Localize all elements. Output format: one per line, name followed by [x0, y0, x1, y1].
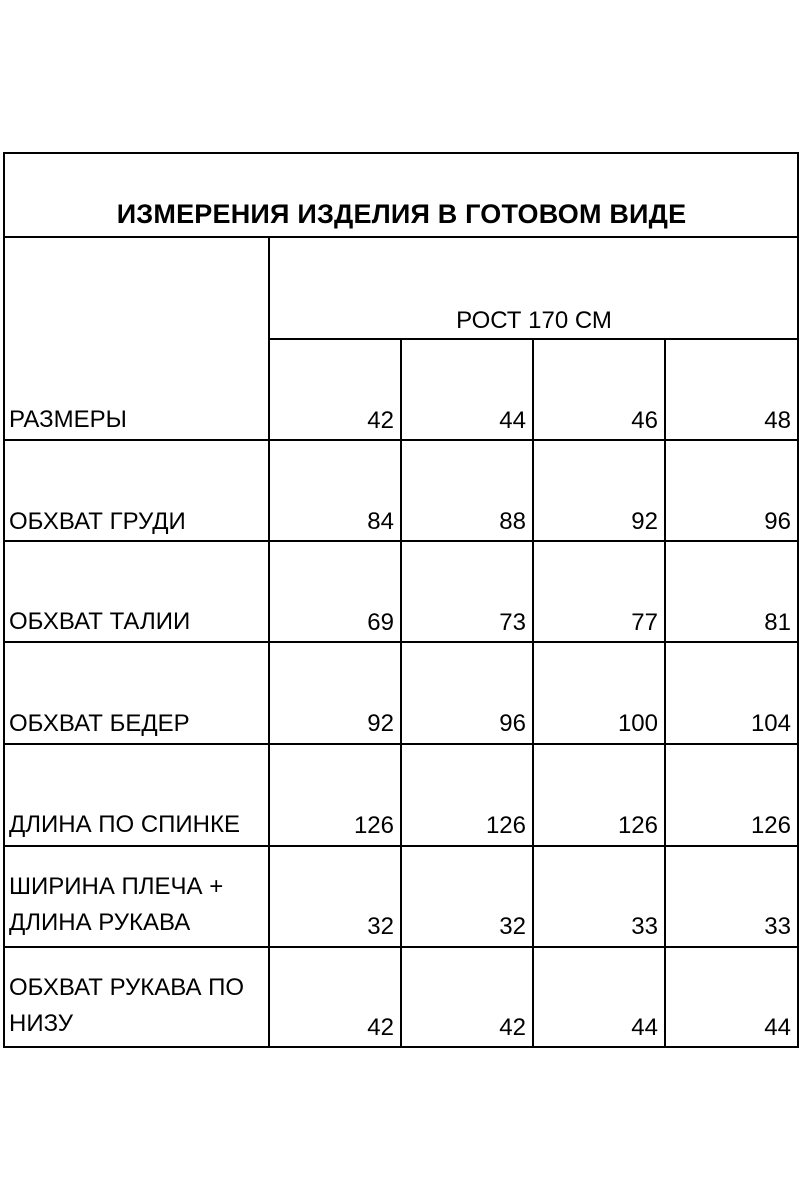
row-label-line: ДЛИНА РУКАВА	[9, 909, 191, 936]
sleeve-hem-value: 42	[367, 1014, 394, 1041]
chest-value: 92	[631, 508, 658, 535]
row-label-sleeve-hem	[9, 970, 267, 1042]
row-label-shoulder-sleeve	[9, 869, 267, 941]
row-label-line: ШИРИНА ПЛЕЧА +	[9, 873, 224, 900]
row-label-line: НИЗУ	[9, 1010, 74, 1037]
height-label: РОСТ 170 СМ	[456, 307, 612, 334]
back-length-value: 126	[750, 812, 791, 839]
row-label-sizes	[9, 402, 267, 438]
waist-value: 73	[499, 609, 526, 636]
hips-value: 96	[499, 710, 526, 737]
chest-value: 84	[367, 508, 394, 535]
row-label-line: ОБХВАТ РУКАВА ПО	[9, 974, 245, 1001]
row-label-hips	[9, 706, 267, 742]
row-label-back-length	[9, 807, 267, 843]
page-title: ИЗМЕРЕНИЯ ИЗДЕЛИЯ В ГОТОВОМ ВИДЕ	[116, 199, 687, 229]
waist-value: 77	[631, 609, 658, 636]
sleeve-hem-value: 44	[631, 1014, 658, 1041]
table-border-left	[3, 152, 5, 1048]
size-value: 42	[367, 407, 394, 434]
row-label-line: ОБХВАТ ТАЛИИ	[9, 608, 191, 635]
size-value: 44	[499, 407, 526, 434]
back-length-value: 126	[617, 812, 658, 839]
table-border-top	[3, 152, 799, 154]
hips-value: 92	[367, 710, 394, 737]
size-value: 48	[764, 407, 791, 434]
shoulder-sleeve-value: 33	[764, 913, 791, 940]
chest-value: 88	[499, 508, 526, 535]
shoulder-sleeve-value: 32	[367, 913, 394, 940]
waist-value: 69	[367, 609, 394, 636]
title-divider	[3, 236, 799, 238]
shoulder-sleeve-value: 33	[631, 913, 658, 940]
row-label-line: ОБХВАТ БЕДЕР	[9, 710, 190, 737]
waist-value: 81	[764, 609, 791, 636]
sleeve-hem-value: 42	[499, 1014, 526, 1041]
back-length-value: 126	[353, 812, 394, 839]
row-label-line: ДЛИНА ПО СПИНКЕ	[9, 811, 240, 838]
shoulder-sleeve-value: 32	[499, 913, 526, 940]
row-label-line: ОБХВАТ ГРУДИ	[9, 508, 186, 535]
chest-value: 96	[764, 508, 791, 535]
hips-value: 100	[617, 710, 658, 737]
row-label-line: РАЗМЕРЫ	[9, 406, 127, 433]
hips-value: 104	[750, 710, 791, 737]
row-label-chest	[9, 504, 267, 540]
size-value: 46	[631, 407, 658, 434]
sleeve-hem-value: 44	[764, 1014, 791, 1041]
table-border-right	[797, 152, 799, 1048]
back-length-value: 126	[485, 812, 526, 839]
row-label-waist	[9, 604, 267, 640]
